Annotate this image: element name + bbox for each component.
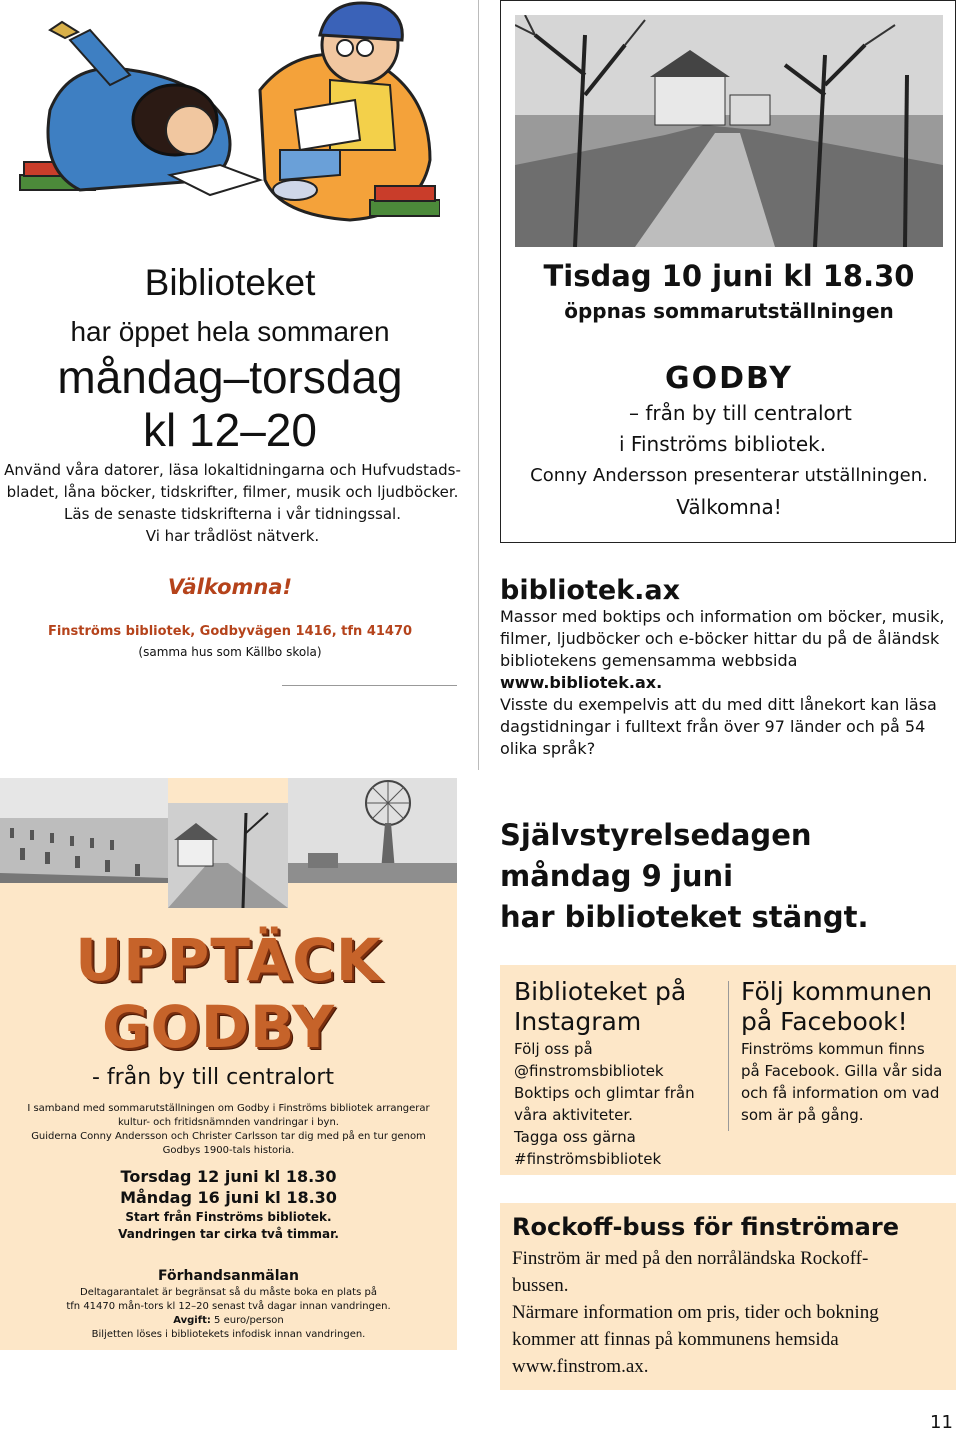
services-text: Använd våra datorer, läsa lokaltidningarna och Hufvudstads- bladet, låna böcker, tidskrifter, filmer, musik och ljudböcker. Läs de senaste tidskrifterna i vår tidningssal. Vi har trådlöst nätverk. bbox=[4, 461, 461, 545]
bibliotek-ax-heading: bibliotek.ax bbox=[500, 575, 681, 606]
walking-tour-poster bbox=[0, 778, 457, 1350]
registration-text: Deltagarantalet är begränsat så du måste boka en plats på tfn 41470 mån-tors kl 12–20 senast två dagar innan vandringen. Avgift: 5 euro/person Biljetten löses i bibliotekets infodisk innan vandringen. bbox=[66, 1287, 391, 1340]
upptack-title: UPPTÄCK bbox=[75, 926, 382, 994]
rockoff-title: Rockoff-buss för finströmare bbox=[512, 1213, 899, 1241]
facebook-title: Följ kommunen på Facebook! bbox=[741, 977, 933, 1036]
selfgov-notice: Självstyrelsedagen måndag 9 juni har biblioteket stängt. bbox=[500, 818, 869, 934]
village-road-photo bbox=[168, 803, 288, 908]
rockoff-box bbox=[500, 1203, 956, 1390]
rockoff-text: Finström är med på den norråländska Rockoff- bussen. Närmare information om pris, tider och bokning kommer att finnas på kommunens hemsida www.finstrom.ax. bbox=[512, 1245, 952, 1380]
fee-value: 5 euro/person bbox=[210, 1315, 284, 1326]
tour-start-info: Start från Finströms bibliotek. Vandringen tar cirka två timmar. bbox=[118, 1210, 339, 1241]
fee-label: Avgift: bbox=[173, 1315, 211, 1326]
instagram-hashtag[interactable]: #finströmsbibliotek bbox=[514, 1150, 662, 1168]
instagram-handle[interactable]: @finstromsbibliotek bbox=[514, 1062, 664, 1080]
tour-description: I samband med sommarutställningen om Godby i Finströms bibliotek arrangerar kultur- och fritidsnämnden vandringar i byn. Guiderna Conny Andersson och Christer Carlsson tar dig med på en tur genom Godbys 1900-tals historia. bbox=[27, 1103, 430, 1156]
rockoff-url[interactable]: www.finstrom.ax. bbox=[512, 1356, 649, 1377]
exhibition-name: GODBY bbox=[665, 361, 793, 396]
historic-street-photo bbox=[515, 15, 943, 247]
page-number: 11 bbox=[930, 1412, 953, 1433]
bibliotek-ax-url[interactable]: www.bibliotek.ax. bbox=[500, 673, 663, 692]
library-address: Finströms bibliotek, Godbyvägen 1416, tfn 41470 bbox=[47, 624, 413, 639]
column-divider bbox=[478, 0, 479, 770]
opening-hours: kl 12–20 bbox=[143, 404, 317, 456]
opening-days: måndag–torsdag bbox=[57, 351, 403, 403]
field-photo bbox=[0, 778, 168, 883]
instagram-text: Följ oss på @finstromsbibliotek Boktips och glimtar från våra aktiviteter. Tagga oss gärna #finströmsbibliotek bbox=[514, 1038, 724, 1170]
event-date: Tisdag 10 juni kl 18.30 bbox=[543, 259, 915, 293]
social-divider bbox=[728, 981, 729, 1131]
tour-subtitle: - från by till centralort bbox=[92, 1065, 335, 1090]
facebook-text: Finströms kommun finns på Facebook. Gilla vår sida och få information om vad som är på gång. bbox=[741, 1040, 943, 1124]
divider-line bbox=[282, 685, 457, 686]
exhibition-welcome: Välkomna! bbox=[676, 495, 782, 519]
registration-title: Förhandsanmälan bbox=[158, 1268, 299, 1284]
exhibition-box bbox=[500, 0, 956, 543]
social-media-box bbox=[500, 965, 956, 1175]
reading-kids-illustration bbox=[10, 0, 440, 240]
welcome-left: Välkomna! bbox=[167, 575, 293, 599]
bibliotek-ax-text: Massor med boktips och information om böcker, musik, filmer, ljudböcker och e-böcker hittar du på de åländsk bibliotekens gemensamma webbsida www.bibliotek.ax. Visste du exempelvis att du med ditt lånekort kan läsa dagstidningar i fulltext från över 97 länder och på 54 olika språk? bbox=[500, 606, 955, 760]
exhibition-subtitle: – från by till centralort bbox=[629, 401, 852, 425]
exhibition-presenter: Conny Andersson presenterar utställningen. bbox=[530, 465, 928, 486]
tour-dates: Torsdag 12 juni kl 18.30 Måndag 16 juni kl 18.30 bbox=[120, 1167, 337, 1207]
address-note: (samma hus som Källbo skola) bbox=[138, 645, 322, 659]
exhibition-venue: i Finströms bibliotek. bbox=[619, 432, 827, 456]
instagram-title: Biblioteket på Instagram bbox=[514, 977, 687, 1036]
windmill-photo bbox=[288, 778, 457, 883]
godby-title: GODBY bbox=[101, 993, 336, 1061]
summer-open-line: har öppet hela sommaren bbox=[70, 316, 390, 347]
event-opening: öppnas sommarutställningen bbox=[564, 299, 894, 323]
library-title: Biblioteket bbox=[144, 262, 316, 303]
